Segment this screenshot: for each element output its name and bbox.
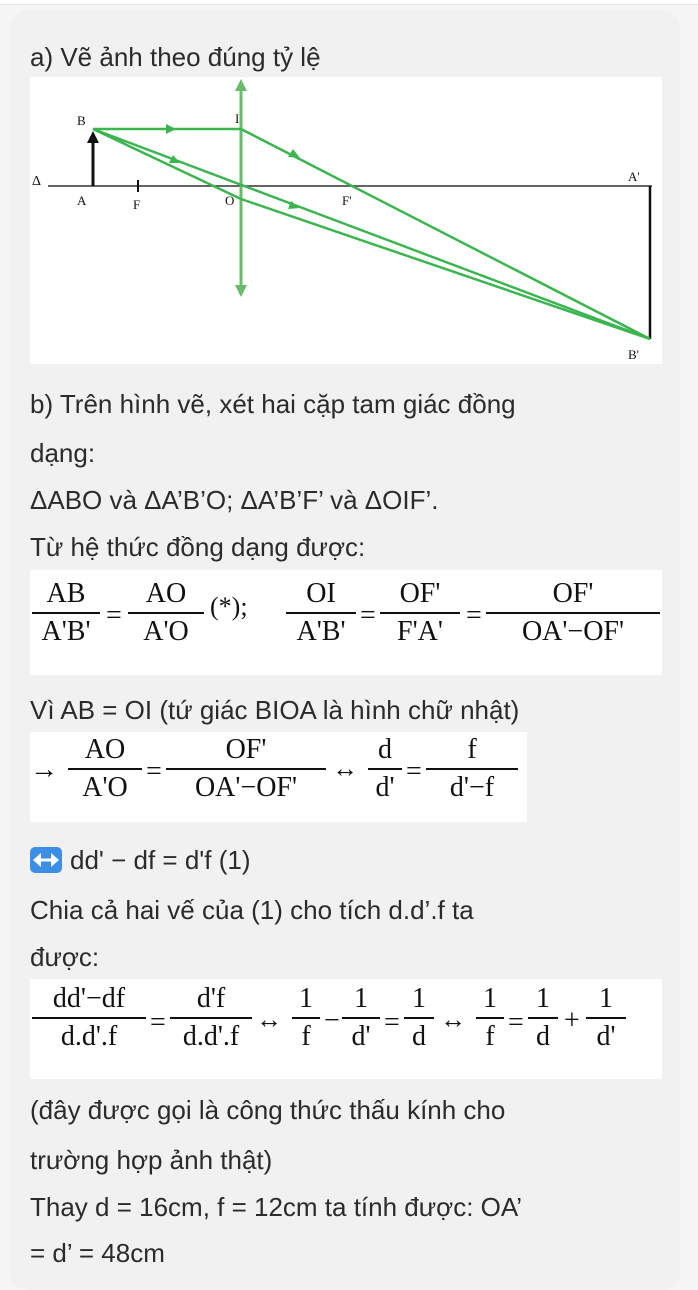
label-i: I xyxy=(235,111,240,126)
equation-lens-formula xyxy=(30,979,662,1079)
fraction-1-over-f-2: 1 f xyxy=(476,983,504,1053)
fraction-of1-over-f1a1: OF' F'A' xyxy=(380,578,460,648)
equals-sign-2: = xyxy=(360,600,376,631)
text-line-5: Vì AB = OI (tứ giác BIOA là hình chữ nhật) xyxy=(30,695,520,725)
implies-arrow: → xyxy=(30,754,58,785)
equals-sign-4: = xyxy=(146,756,162,787)
text-line-12: = d’ = 48cm xyxy=(30,1238,165,1268)
ray-diagram xyxy=(30,77,662,364)
text-line-4: Từ hệ thức đồng dạng được: xyxy=(30,532,366,562)
text-line-9: (đây được gọi là công thức thấu kính cho xyxy=(30,1095,506,1125)
ray-through-focus xyxy=(93,129,241,199)
ray-arrow-1 xyxy=(166,124,176,134)
equals-sign-5: = xyxy=(406,756,422,787)
ray-after-lens xyxy=(241,199,650,339)
fraction-1-over-d: 1 d xyxy=(404,983,434,1053)
equivalent-arrow-2: ↔ xyxy=(256,1005,282,1034)
ray-diagram-svg xyxy=(30,77,662,364)
fraction-1-over-d1-2: 1 d' xyxy=(586,983,626,1053)
fraction-ao-over-a1o: AO A'O xyxy=(128,578,204,648)
plus-sign: + xyxy=(564,1005,580,1036)
fraction-1-over-f: 1 f xyxy=(292,983,320,1053)
fraction-ab-over-a1b1: AB A'B' xyxy=(32,578,100,648)
equals-sign-8: = xyxy=(508,1007,524,1038)
text-line-8: được: xyxy=(30,942,100,972)
heading-part-a: a) Vẽ ảnh theo đúng tỷ lệ xyxy=(30,42,321,72)
text-line-1: b) Trên hình vẽ, xét hai cặp tam giác đồng xyxy=(30,389,516,419)
fraction-of1-over-oa1-minus-of1: OF' OA'−OF' xyxy=(486,578,660,648)
text-line-11: Thay d = 16cm, f = 12cm ta tính được: OA’ xyxy=(30,1192,523,1222)
fraction-1-over-d-2: 1 d xyxy=(528,983,558,1053)
text-line-7: Chia cả hai vế của (1) cho tích d.d’.f ta xyxy=(30,895,474,925)
text-line-2: dạng: xyxy=(30,438,96,468)
equals-sign-6: = xyxy=(150,1007,166,1038)
equals-sign-7: = xyxy=(384,1007,400,1038)
equivalent-arrow: ↔ xyxy=(332,754,358,783)
label-a-prime: A' xyxy=(628,169,640,184)
label-f-prime: F' xyxy=(342,193,352,208)
label-f: F xyxy=(133,197,141,212)
text-line-3: ΔABO và ΔA’B’O; ΔA’B’F’ và ΔOIF’. xyxy=(30,485,439,515)
label-delta: Δ xyxy=(32,174,42,189)
left-right-arrow-icon xyxy=(30,847,62,873)
star-marker: (*); xyxy=(210,592,248,621)
equivalent-arrow-3: ↔ xyxy=(440,1005,466,1034)
minus-sign: − xyxy=(324,1005,340,1036)
fraction-1-over-d1: 1 d' xyxy=(342,983,380,1053)
equals-sign-3: = xyxy=(466,600,482,631)
fraction-f-over-d1-minus-f: f d'−f xyxy=(426,734,518,804)
fraction-d1f-over-dd1f: d'f d.d'.f xyxy=(170,983,252,1053)
label-b-prime: B' xyxy=(628,347,640,362)
lens-top-arrow xyxy=(235,79,247,91)
lens-bottom-arrow xyxy=(235,285,247,297)
top-divider xyxy=(0,0,698,5)
fraction-ao-over-a1o-2: AO A'O xyxy=(68,734,142,804)
ray-refracted xyxy=(241,129,650,339)
text-line-6: dd' − df = d'f (1) xyxy=(70,845,251,875)
text-line-10: trường hợp ảnh thật) xyxy=(30,1145,273,1175)
fraction-of1-over-oa1-minus-of1-2: OF' OA'−OF' xyxy=(166,734,326,804)
fraction-oi-over-a1b1: OI A'B' xyxy=(286,578,356,648)
label-a: A xyxy=(77,193,87,208)
fraction-dd1-minus-df-over-dd1f: dd'−df d.d'.f xyxy=(32,983,146,1053)
equation-ratio-d xyxy=(30,732,527,822)
equivalence-badge xyxy=(30,847,62,873)
equals-sign: = xyxy=(106,600,122,631)
object-arrow-head xyxy=(87,131,99,143)
fraction-d-over-d1: d d' xyxy=(368,734,402,804)
equation-similarity-ratios xyxy=(30,570,662,675)
label-b: B xyxy=(77,113,86,128)
label-o: O xyxy=(225,193,235,208)
